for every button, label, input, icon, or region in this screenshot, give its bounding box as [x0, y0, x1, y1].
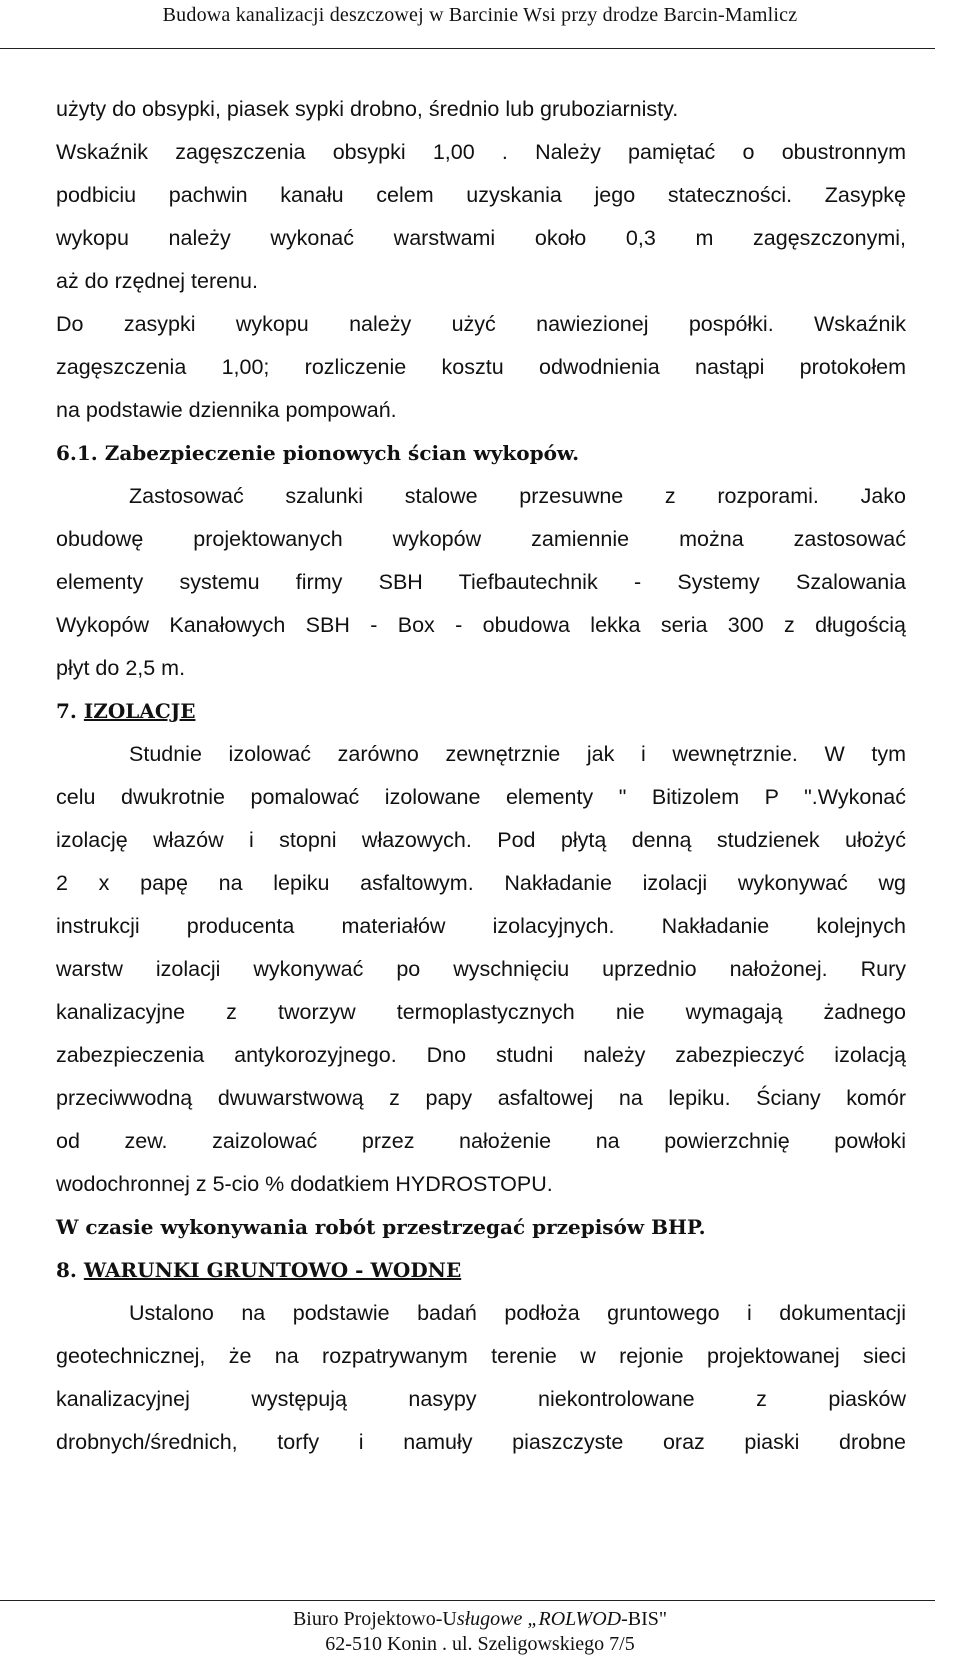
paragraph-line: Ustalono na podstawie badań podłoża gruntowego i dokumentacji — [129, 1301, 906, 1325]
paragraph-line: Wskaźnik zagęszczenia obsypki 1,00 . Należy pamiętać o obustronnym — [56, 140, 906, 164]
paragraph-line: obudowę projektowanych wykopów zamiennie można zastosować — [56, 527, 906, 551]
running-header: Budowa kanalizacji deszczowej w Barcinie Wsi przy drodze Barcin-Mamlicz — [162, 4, 798, 26]
office-name-part: sługowe „ROLWOD — [456, 1608, 622, 1630]
office-name-part: -BIS" — [621, 1608, 668, 1630]
paragraph-line: zagęszczenia 1,00; rozliczenie kosztu odwodnienia nastąpi protokołem — [56, 355, 906, 379]
paragraph-line: instrukcji producenta materiałów izolacyjnych. Nakładanie kolejnych — [56, 914, 906, 938]
paragraph-line: płyt do 2,5 m. — [56, 656, 186, 680]
document-body — [56, 88, 906, 1464]
section-heading-8 — [56, 1249, 906, 1292]
section-heading-6-1: 6.1. Zabezpieczenie pionowych ścian wykopów. — [56, 441, 580, 465]
paragraph-line: celu dwukrotnie pomalować izolowane elementy " Bitizolem P ".Wykonać — [56, 785, 906, 809]
paragraph-line: geotechnicznej, że na rozpatrywanym terenie w rejonie projektowanej sieci — [56, 1344, 906, 1368]
paragraph-line: Zastosować szalunki stalowe przesuwne z rozporami. Jako — [129, 484, 906, 508]
bhp-notice: W czasie wykonywania robót przestrzegać przepisów BHP. — [56, 1215, 706, 1239]
section-heading-7 — [56, 690, 906, 733]
running-footer — [0, 1607, 960, 1657]
paragraph-line: 2 x papę na lepiku asfaltowym. Nakładanie izolacji wykonywać wg — [56, 871, 906, 895]
paragraph-line: wodochronnej z 5-cio % dodatkiem HYDROSTOPU. — [56, 1172, 553, 1196]
section-title: IZOLACJE — [83, 699, 196, 723]
section-number: 7. — [56, 699, 77, 723]
paragraph-line: izolację włazów i stopni włazowych. Pod płytą denną studzienek ułożyć — [56, 828, 906, 852]
paragraph-line: elementy systemu firmy SBH Tiefbautechnik - Systemy Szalowania — [56, 570, 906, 594]
paragraph-line: aż do rzędnej terenu. — [56, 269, 258, 293]
paragraph-line: Studnie izolować zarówno zewnętrznie jak i wewnętrznie. W tym — [129, 742, 906, 766]
footer-rule — [0, 1600, 935, 1601]
paragraph-line: zabezpieczenia antykorozyjnego. Dno studni należy zabezpieczyć izolacją — [56, 1043, 906, 1067]
paragraph-line: wykopu należy wykonać warstwami około 0,3 m zagęszczonymi, — [56, 226, 906, 250]
paragraph-line: na podstawie dziennika pompowań. — [56, 398, 397, 422]
paragraph-line: kanalizacyjnej występują nasypy niekontrolowane z piasków — [56, 1387, 906, 1411]
paragraph-line: Do zasypki wykopu należy użyć nawiezionej pospółki. Wskaźnik — [56, 312, 906, 336]
office-address: 62-510 Konin . ul. Szeligowskiego 7/5 — [325, 1633, 635, 1655]
office-name-part: Biuro Projektowo-U — [292, 1608, 457, 1630]
section-title: WARUNKI GRUNTOWO - WODNE — [83, 1258, 462, 1282]
paragraph-line: przeciwwodną dwuwarstwową z papy asfaltowej na lepiku. Ściany komór — [56, 1086, 906, 1110]
header-rule — [0, 48, 935, 49]
paragraph-line: drobnych/średnich, torfy i namuły piaszczyste oraz piaski drobne — [56, 1430, 906, 1454]
paragraph-line: warstw izolacji wykonywać po wyschnięciu uprzednio nałożonej. Rury — [56, 957, 906, 981]
paragraph-line: użyty do obsypki, piasek sypki drobno, średnio lub gruboziarnisty. — [56, 97, 679, 121]
paragraph-line: kanalizacyjne z tworzyw termoplastycznych nie wymagają żadnego — [56, 1000, 906, 1024]
paragraph-line: podbiciu pachwin kanału celem uzyskania jego stateczności. Zasypkę — [56, 183, 906, 207]
paragraph-line: Wykopów Kanałowych SBH - Box - obudowa lekka seria 300 z długością — [56, 613, 906, 637]
section-number: 8. — [56, 1258, 77, 1282]
paragraph-line: od zew. zaizolować przez nałożenie na powierzchnię powłoki — [56, 1129, 906, 1153]
office-name — [0, 1607, 960, 1632]
